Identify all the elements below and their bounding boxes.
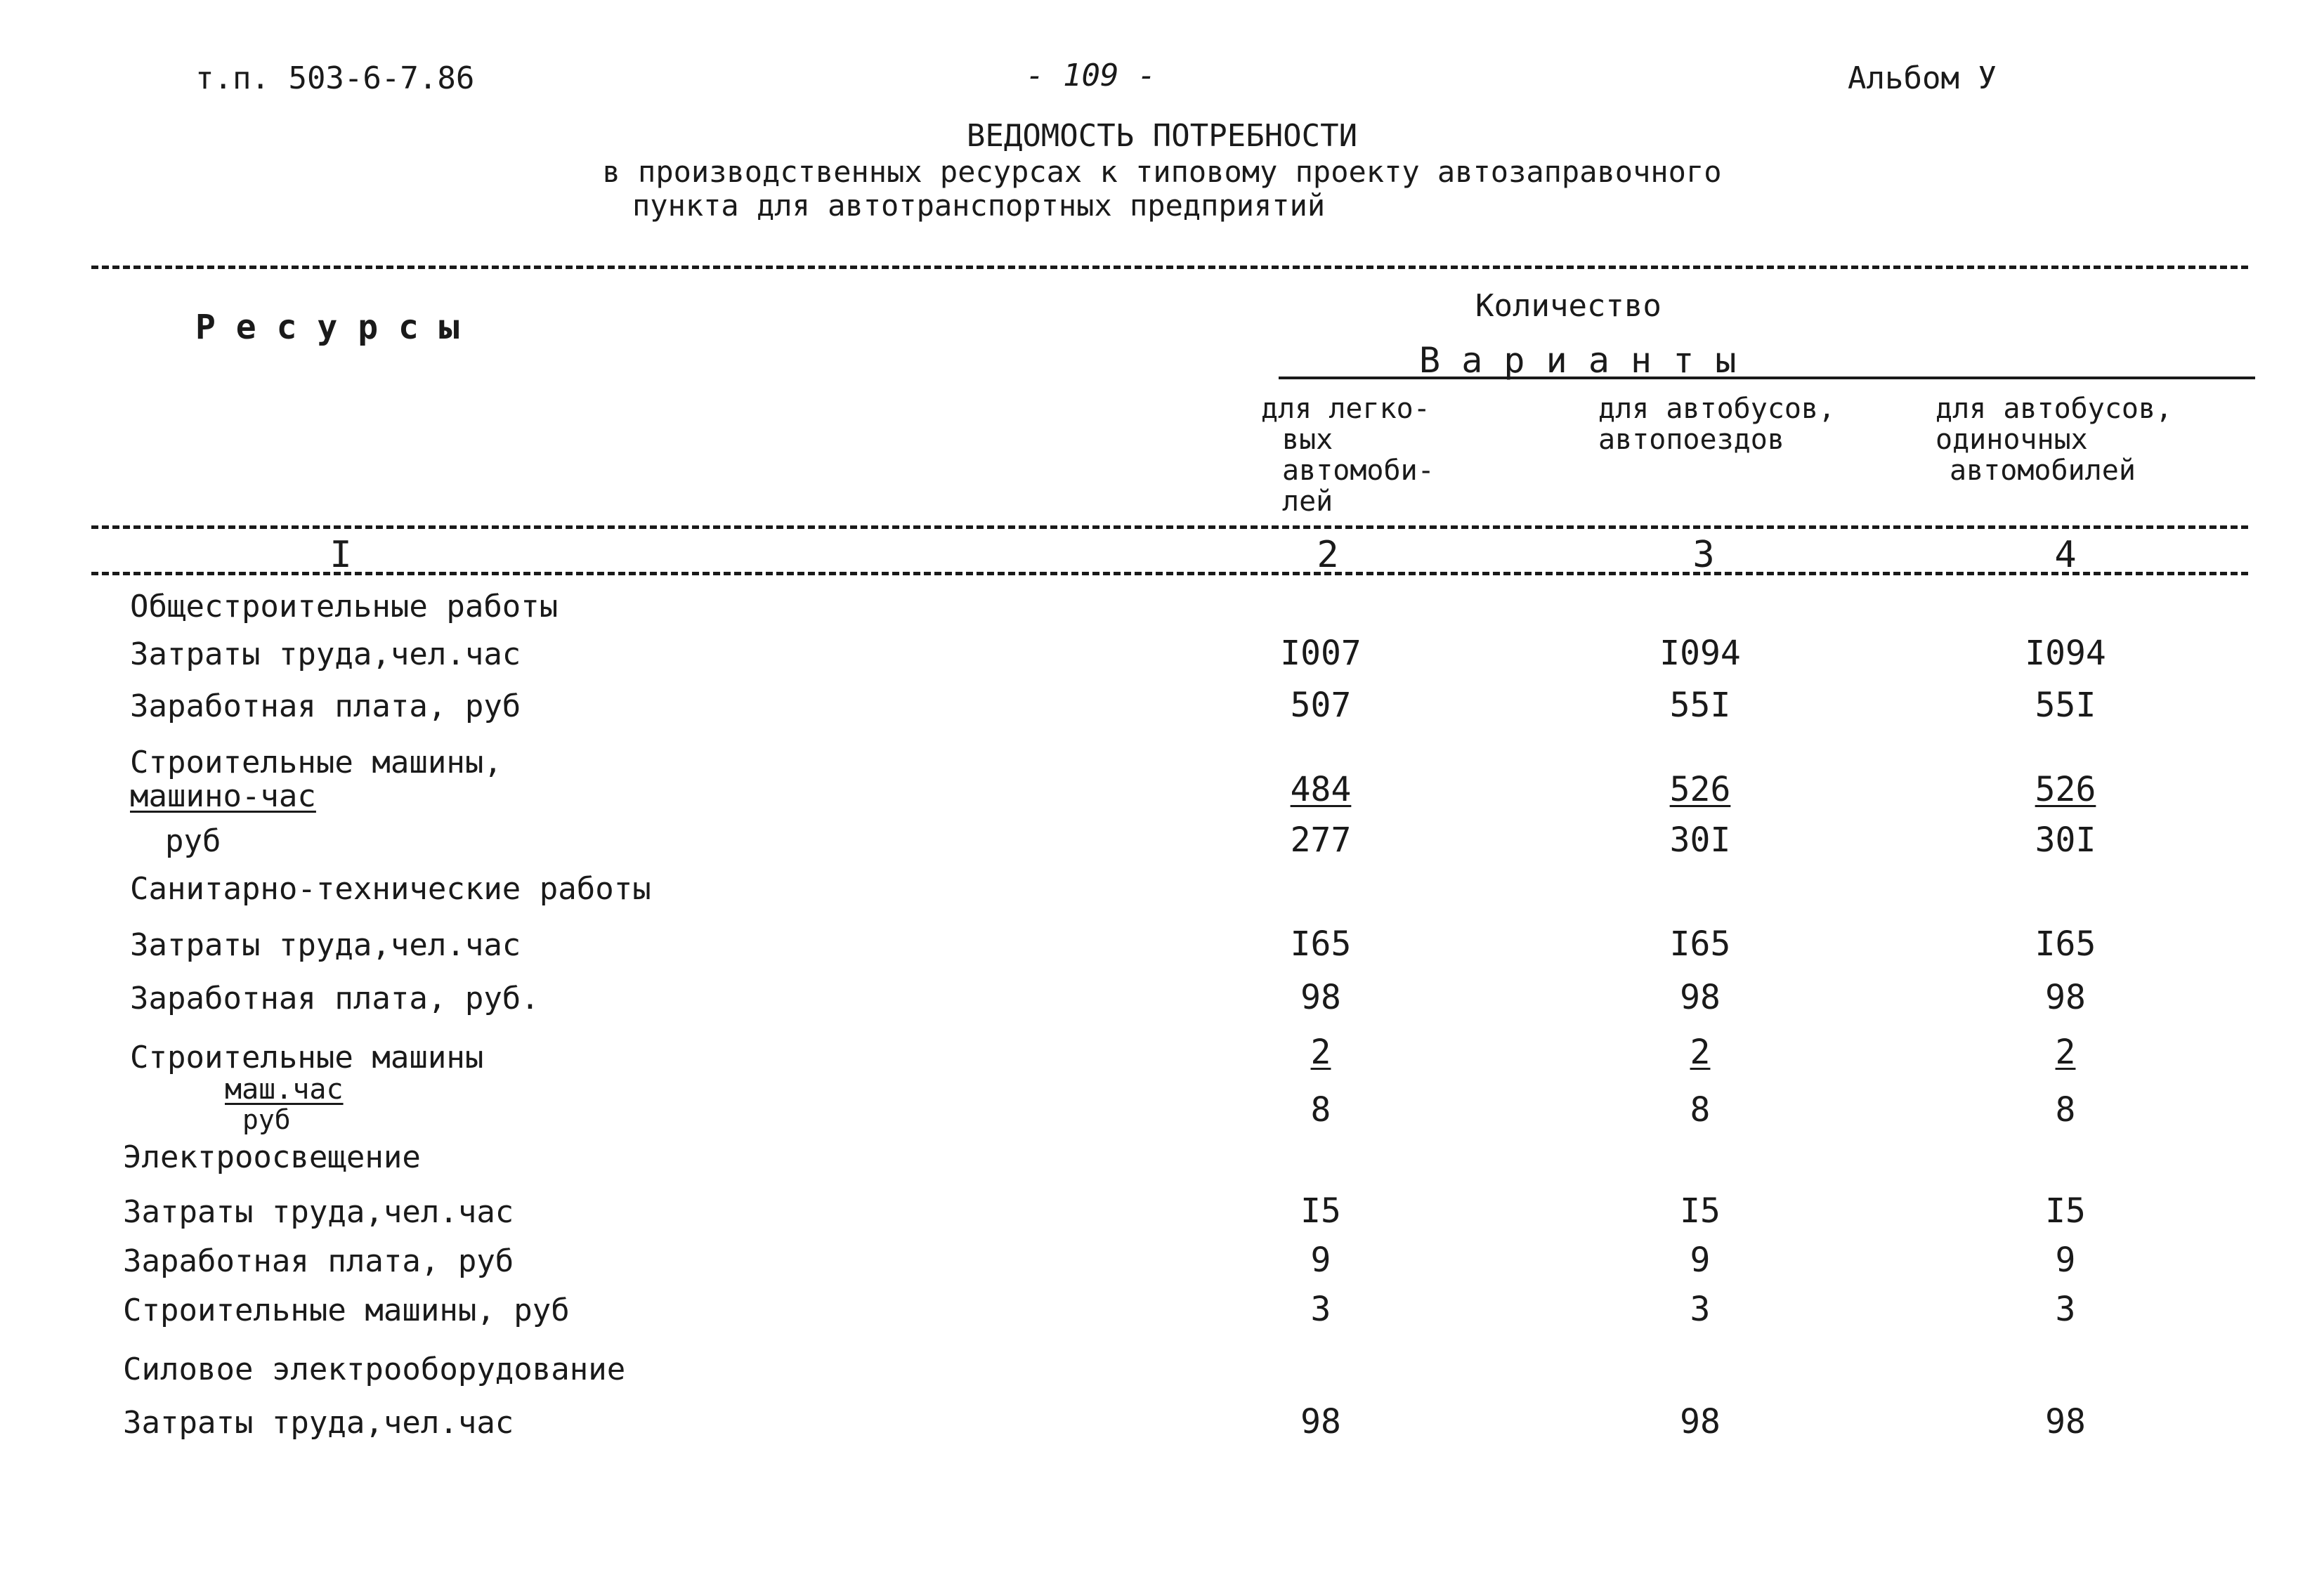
row-label: Заработная плата, руб [123, 1243, 514, 1279]
variants-underline [1279, 377, 2255, 379]
col2-header-line: для легко- [1261, 393, 1430, 425]
row-value-col3: 526 [1669, 770, 1731, 809]
variants-header: В а р и а н т ы [1419, 340, 1737, 381]
col-number-2: 2 [1317, 534, 1339, 576]
col-numbers-rule [91, 572, 2248, 575]
col2-header [1261, 393, 1435, 517]
row-value-col3: 3 [1690, 1290, 1711, 1329]
col3-header [1598, 393, 1835, 455]
row-value-col4: 55I [2035, 686, 2096, 725]
row-value-col3: 2 [1690, 1033, 1711, 1072]
row-label: Заработная плата, руб [130, 688, 521, 724]
row-value-col4: 98 [2045, 978, 2086, 1017]
section-title-sanitary: Санитарно-технические работы [130, 871, 651, 907]
row-value-col2: 3 [1310, 1290, 1331, 1329]
col-number-1: I [329, 534, 352, 576]
row-value-col2: 9 [1310, 1241, 1331, 1280]
col4-header-line: для автобусов, [1935, 393, 2173, 425]
row-value-col2: 484 [1290, 770, 1352, 809]
row-value-col4: I094 [2025, 634, 2106, 673]
row-value-col2: 2 [1310, 1033, 1331, 1072]
resources-header: Р е с у р с ы [195, 308, 459, 347]
row-value-col3: 98 [1680, 1402, 1721, 1441]
row-value-col2: 98 [1300, 1402, 1341, 1441]
row-value-col2: 98 [1300, 978, 1341, 1017]
section-title-power-equipment: Силовое электрооборудование [123, 1352, 626, 1387]
row-value-col2: 507 [1290, 686, 1352, 725]
row-value-col4: 526 [2035, 770, 2096, 809]
col2-header-line: вых [1282, 424, 1333, 456]
row-value-col4: I65 [2035, 924, 2096, 964]
col3-header-line: автопоездов [1598, 424, 1784, 456]
row-value-col4: 9 [2055, 1241, 2076, 1280]
row-label: Затраты труда,чел.час [130, 636, 521, 672]
page-number: - 109 - [1026, 58, 1156, 93]
row-label: Строительные машины, [130, 745, 502, 780]
album-label: Альбом У [1848, 60, 1997, 96]
header-bottom-rule [91, 525, 2248, 529]
row-value-col3: 30I [1669, 820, 1731, 860]
row-value-col3: I65 [1669, 924, 1731, 964]
col2-header-line: автомоби- [1282, 454, 1435, 487]
section-title-lighting: Электроосвещение [123, 1139, 421, 1175]
row-value-col4: 8 [2055, 1090, 2076, 1130]
row-value-col3: I5 [1680, 1191, 1721, 1231]
row-value-col4: I5 [2045, 1191, 2086, 1231]
row-label: Заработная плата, руб. [130, 981, 540, 1016]
row-value-col2: 277 [1290, 820, 1352, 860]
row-value-col3: 55I [1669, 686, 1731, 725]
col3-header-line: для автобусов, [1598, 393, 1836, 425]
col-number-4: 4 [2054, 534, 2077, 576]
col4-header-line: одиночных [1935, 424, 2088, 456]
row-value-col3: 98 [1680, 978, 1721, 1017]
row-value-col2: I5 [1300, 1191, 1341, 1231]
row-label: Строительные машины, руб [123, 1293, 570, 1328]
row-label: Строительные машины [130, 1040, 484, 1075]
col-number-3: 3 [1692, 534, 1715, 576]
row-value-col3: 9 [1690, 1241, 1711, 1280]
row-label-unit: машино-час [130, 778, 316, 814]
row-value-col4: 98 [2045, 1402, 2086, 1441]
row-value-col3: I094 [1659, 634, 1741, 673]
row-label: Затраты труда,чел.час [130, 927, 521, 963]
row-value-col4: 3 [2055, 1290, 2076, 1329]
row-label: руб [165, 823, 221, 859]
row-value-col2: I007 [1280, 634, 1362, 673]
row-value-col3: 8 [1690, 1090, 1711, 1130]
section-title-general-construction: Общестроительные работы [130, 589, 559, 624]
row-label: Затраты труда,чел.час [123, 1194, 514, 1230]
row-value-col4: 30I [2035, 820, 2096, 860]
row-label-unit: маш.час [225, 1073, 344, 1106]
quantity-header: Количество [1475, 288, 1662, 324]
row-value-col2: I65 [1290, 924, 1352, 964]
document-subtitle-line2: пункта для автотранспортных предприятий [632, 188, 1326, 223]
row-label-unit: руб [242, 1104, 291, 1135]
document-code: т.п. 503-6-7.86 [195, 60, 475, 96]
document-subtitle-line1: в производственных ресурсах к типовому проекту автозаправочного [602, 155, 1722, 189]
row-label: Затраты труда,чел.час [123, 1405, 514, 1441]
row-value-col2: 8 [1310, 1090, 1331, 1130]
document-title: ВЕДОМОСТЬ ПОТРЕБНОСТИ [966, 118, 1358, 154]
col2-header-line: лей [1282, 485, 1333, 518]
row-value-col4: 2 [2055, 1033, 2076, 1072]
col4-header-line: автомобилей [1950, 454, 2136, 487]
col4-header [1935, 393, 2172, 486]
table-top-rule [91, 266, 2248, 269]
